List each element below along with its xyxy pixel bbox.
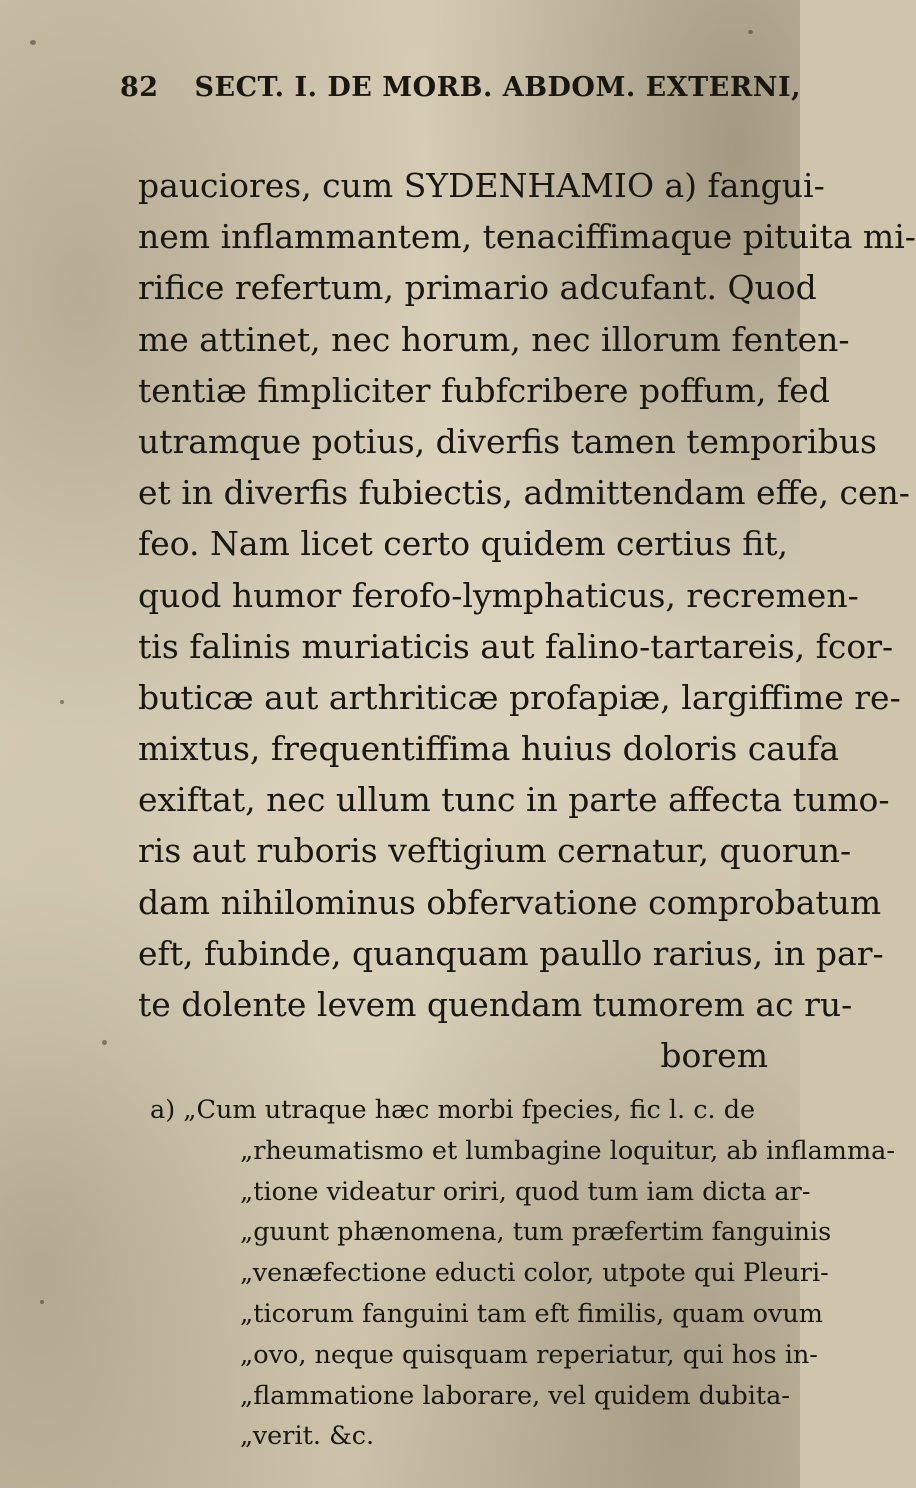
footnote-line: „flammatione laborare, vel quidem dubita- — [240, 1380, 790, 1411]
footnote-line: „rheumatismo et lumbagine loquitur, ab inflamma- — [240, 1135, 895, 1166]
footnote-line: „ticorum fanguini tam eft fimilis, quam ovum — [240, 1298, 823, 1329]
text-line: rifice refertum, primario adcufant. Quod — [138, 268, 817, 308]
text-line: eft, fubinde, quanquam paullo rarius, in par- — [138, 933, 884, 973]
text-line: me attinet, nec horum, nec illorum fenten- — [138, 319, 850, 359]
text-line: nem inflammantem, tenaciffimaque pituita mi- — [138, 217, 916, 257]
running-title: SECT. I. DE MORB. ABDOM. EXTERNI, — [194, 72, 801, 103]
running-header — [120, 72, 801, 103]
text-line: utramque potius, diverfis tamen temporibus — [138, 421, 877, 461]
paper-speck — [40, 1300, 44, 1304]
footnote-line: „venæfectione educti color, utpote qui Pleuri- — [240, 1258, 829, 1289]
paper-speck — [30, 40, 36, 45]
text-line: feo. Nam licet certo quidem certius fit, — [138, 524, 789, 564]
text-line: exiftat, nec ullum tunc in parte affecta tumo- — [138, 780, 890, 820]
paper-speck — [748, 30, 753, 34]
paper-speck — [60, 700, 64, 704]
footnote-line: a) „Cum utraque hæc morbi fpecies, fic l. c. de — [150, 1095, 756, 1125]
text-line: quod humor ferofo-lymphaticus, recremen- — [138, 575, 859, 615]
text-line: dam nihilominus obfervatione comprobatum — [138, 882, 882, 922]
footnote — [150, 1090, 895, 1457]
text-line: ris aut ruboris veftigium cernatur, quorun- — [138, 831, 852, 871]
main-text — [138, 160, 916, 1081]
text-line: tentiæ fimpliciter fubfcribere poffum, fed — [138, 370, 830, 410]
text-line: tis falinis muriaticis aut falino-tartareis, fcor- — [138, 626, 894, 666]
footnote-line: „verit. &c. — [240, 1421, 375, 1452]
text-line: pauciores, cum SYDENHAMIO a) fangui- — [138, 166, 825, 205]
footnote-line: „ovo, neque quisquam reperiatur, qui hos in- — [240, 1339, 818, 1370]
footnote-line: „tione videatur oriri, quod tum iam dicta ar- — [240, 1176, 811, 1207]
text-line: te dolente levem quendam tumorem ac ru- — [138, 985, 853, 1024]
text-line-last: borem — [660, 1036, 768, 1076]
page-number: 82 — [120, 72, 159, 103]
footnote-line: „guunt phænomena, tum præfertim fanguinis — [240, 1217, 832, 1248]
text-line: buticæ aut arthriticæ profapiæ, largiffime re- — [138, 677, 901, 717]
text-line: mixtus, frequentiffima huius doloris caufa — [138, 729, 840, 769]
paper-speck — [102, 1040, 107, 1045]
text-line: et in diverfis fubiectis, admittendam effe, cen- — [138, 473, 910, 513]
